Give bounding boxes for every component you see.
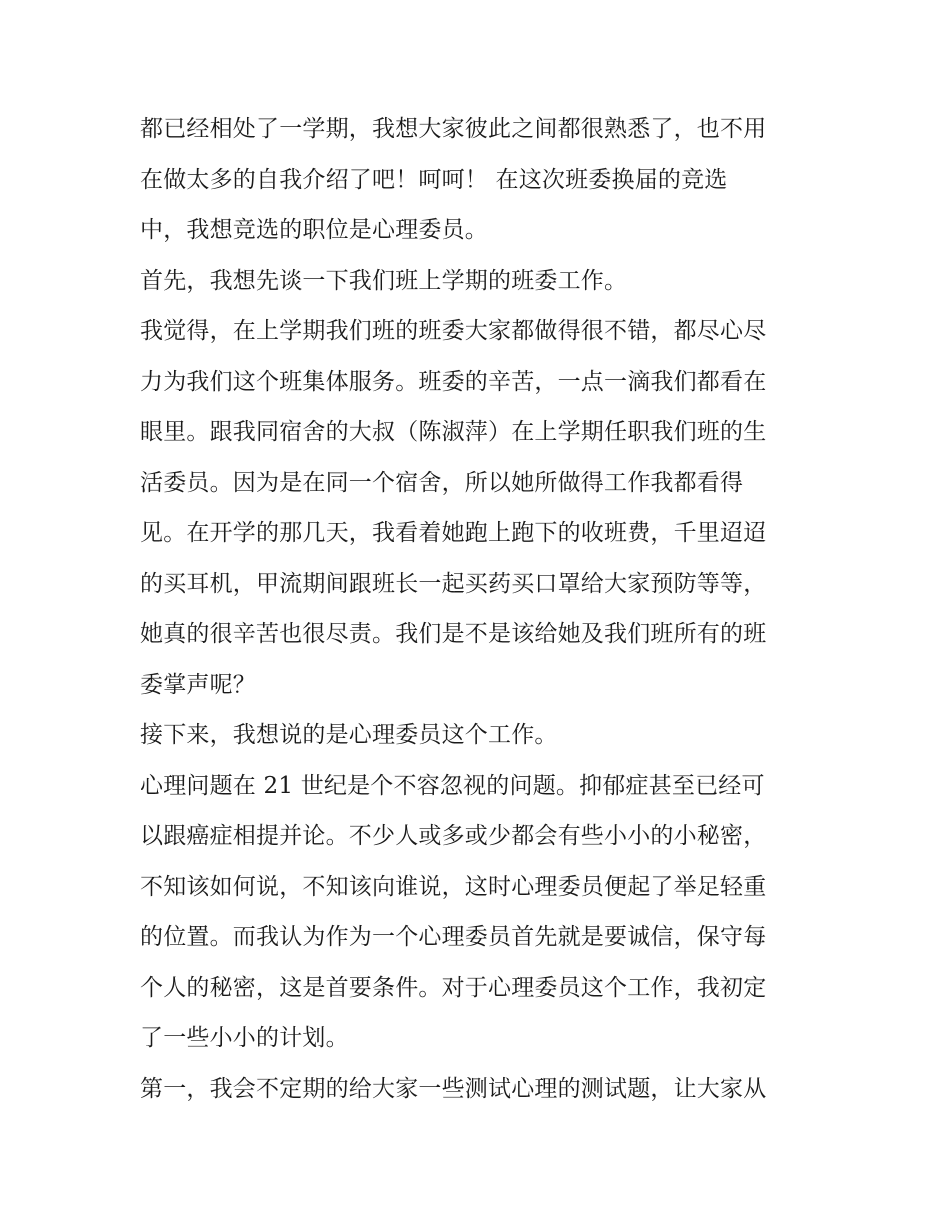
text-line: 接下来，我想说的是心理委员这个工作。 — [140, 722, 558, 748]
text-line: 不知该如何说，不知该向谁说，这时心理委员便起了举足轻重 — [140, 873, 767, 900]
text-line: 力为我们这个班集体服务。班委的辛苦，一点一滴我们都看在 — [140, 368, 767, 395]
text-line: 活委员。因为是在同一个宿舍，所以她所做得工作我都看得 — [140, 469, 744, 496]
body-text — [140, 109, 820, 1119]
text-line: 眼里。跟我同宿舍的大叔（陈淑萍）在上学期任职我们班的生 — [140, 419, 767, 445]
text-line: 第一，我会不定期的给大家一些测试心理的测试题，让大家从 — [140, 1075, 767, 1102]
text-line: 的买耳机，甲流期间跟班长一起买药买口罩给大家预防等等， — [140, 570, 767, 597]
text-line: 她真的很辛苦也很尽责。我们是不是该给她及我们班所有的班 — [140, 621, 767, 647]
text-line: 中，我想竞选的职位是心理委员。 — [140, 217, 488, 243]
text-line: 委掌声呢？ — [140, 671, 256, 698]
text-line: 首先，我想先谈一下我们班上学期的班委工作。 — [140, 267, 628, 294]
text-line: 见。在开学的那几天，我看着她跑上跑下的收班费，千里迢迢 — [140, 520, 767, 546]
text-line: 我觉得，在上学期我们班的班委大家都做得很不错，都尽心尽 — [140, 318, 767, 344]
text-line: 以跟癌症相提并论。不少人或多或少都会有些小小的小秘密， — [140, 823, 767, 849]
text-line: 心理问题在 21 世纪是个不容忽视的问题。抑郁症甚至已经可 — [140, 772, 765, 799]
text-line: 在做太多的自我介绍了吧！呵呵！ 在这次班委换届的竞选 — [140, 166, 728, 193]
text-line: 了一些小小的计划。 — [140, 1025, 349, 1051]
text-line: 都已经相处了一学期，我想大家彼此之间都很熟悉了，也不用 — [140, 116, 767, 142]
text-line: 个人的秘密，这是首要条件。对于心理委员这个工作，我初定 — [140, 974, 767, 1001]
text-line: 的位置。而我认为作为一个心理委员首先就是要诚信，保守每 — [140, 924, 767, 950]
